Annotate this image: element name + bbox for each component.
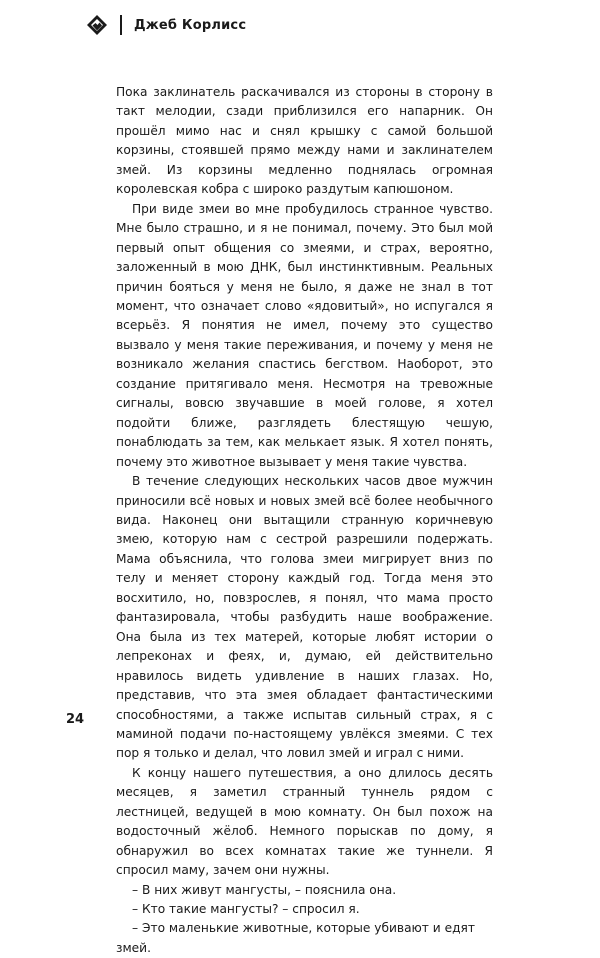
header-divider (120, 15, 122, 35)
paragraph: К концу нашего путешествия, а оно длилось десять месяцев, я заметил странный туннель рядом с лестницей, ведущей в мою комнату. Он был похож на водосточный жёлоб. Немного порыскав по дому, я обнаружил во всех комнатах такие же туннели. Я спросил маму, зачем они нужны. (116, 765, 493, 878)
author-name: Джеб Корлисс (134, 17, 247, 33)
dialogue-line: – Кто такие мангусты? – спросил я. (132, 902, 360, 917)
publisher-logo-icon (86, 14, 108, 36)
dialogue-line: – Это маленькие животные, которые убивают и едят змей. (116, 921, 475, 955)
paragraph: В течение следующих нескольких часов двое мужчин приносили всё новых и новых змей всё более необычного вида. Наконец они вытащили странную коричневую змею, которую нам с сестрой разрешили подержать. Мама объяснила, что голова змеи мигрирует вниз по телу и меняет сторону каждый год. Тогда меня это восхитило, но, повзрослев, я понял, что мама просто фантазировала, чтобы разбудить наше воображение. Она была из тех матерей, которые любят истории о лепреконах и феях, и, думаю, ей действительно нравилось видеть удивление в наших глазах. Но, представив, что эта змея обладает фантастическими способностями, а также испытав сильный страх, я с маминой подачи по-настоящему увлёкся змеями. С тех пор я только и делал, что ловил змей и играл с ними. (116, 474, 493, 761)
paragraph: Пока заклинатель раскачивался из стороны в сторону в такт мелодии, сзади приблизился его напарник. Он прошёл мимо нас и снял крышку с самой большой корзины, стоявшей прямо между нами и заклинателем змей. Из корзины медленно поднялась огромная королевская кобра с широко раздутым капюшоном. (116, 85, 493, 197)
paragraph: При виде змеи во мне пробудилось странное чувство. Мне было страшно, и я не понимал, почему. Это был мой первый опыт общения со змеями, и страх, вероятно, заложенный в мою ДНК, был инстинктивным. Реальных причин бояться у меня не было, я даже не знал в тот момент, что означает слово «ядовитый», но испугался я всерьёз. Я понятия не имел, почему это существо вызвало у меня такие переживания, и почему у меня не возникало желания спастись бегством. Наоборот, это создание притягивало меня. Несмотря на тревожные сигналы, вовсю звучавшие в моей голове, я хотел подойти ближе, разглядеть блестящую чешую, понаблюдать за тем, как мелькает язык. Я хотел понять, почему это животное вызывает у меня такие чувства. (116, 201, 493, 469)
dialogue-line: – В них живут мангусты, – пояснила она. (132, 882, 397, 897)
running-header (86, 14, 246, 36)
page-number: 24 (66, 712, 85, 727)
body-text (116, 83, 493, 958)
